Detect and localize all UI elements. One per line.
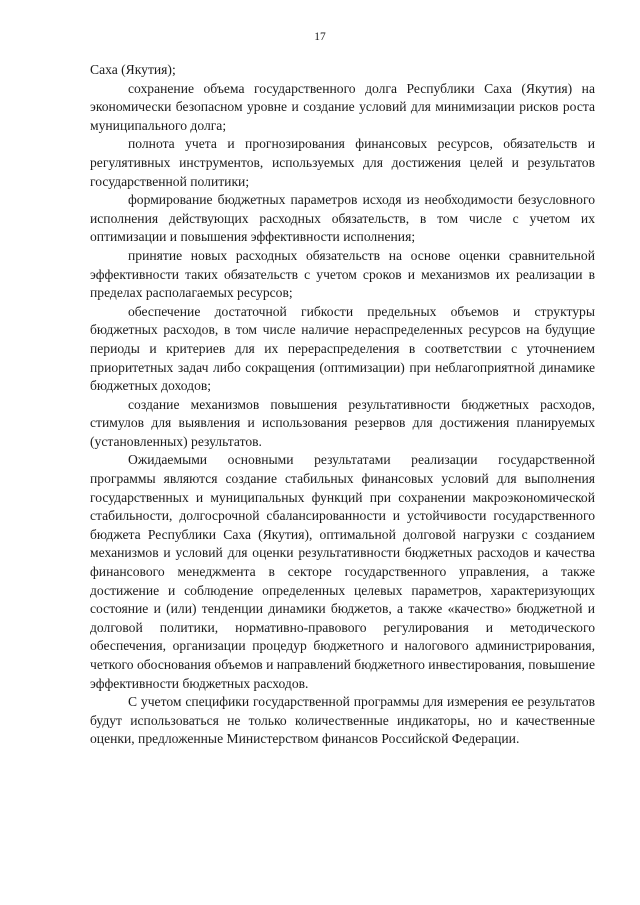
paragraph-new-obligations: принятие новых расходных обязательств на основе оценки сравнительной эффективности таких обязательств с учетом сроков и механизмов их реализации в пределах располагаемых ресурсов; [90, 247, 595, 301]
paragraph-budget-parameters: формирование бюджетных параметров исходя из необходимости безусловного исполнения действующих расходных обязательств, в том числе с учетом их оптимизации и повышения эффективности исполнения; [90, 192, 595, 245]
paragraph-flexibility: обеспечение достаточной гибкости предельных объемов и структуры бюджетных расходов, в том числе наличие нераспределенных ресурсов на будущие периоды и критериев для их перераспределения в соответствии с уточнением приоритетных задач либо сокращения (оптимизации) при неблагоприятной динамике бюджетных доходов; [90, 303, 595, 394]
paragraph-debt-preservation: сохранение объема государственного долга Республики Саха (Якутия) на экономически безопасном уровне и создание условий для минимизации рисков роста муниципального долга; [90, 80, 595, 133]
paragraph-continuation: Саха (Якутия); [90, 62, 176, 77]
paragraph-expected-results: Ожидаемыми основными результатами реализации государственной программы являются создание стабильных финансовых условий для выполнения государственных и муниципальных функций при сохранении макроэкономической стабильности, долгосрочной сбалансированности и устойчивости государственного бюджета Республики Саха (Якутия), оптимальной долговой нагрузки с созданием механизмов и условий для оценки результативности бюджетных расходов и качества финансового менеджмента в секторе государственного управления, а также достижение и соблюдение определенных целевых параметров, характеризующих состояние и (или) тенденции динамики бюджетов, а также «качество» бюджетной и долговой политики, нормативно-правового регулирования и методического обеспечения, организации процедур бюджетного и налогового администрирования, четкого обоснования объемов и направлений бюджетного инвестирования, повышение эффективности бюджетных расходов. [90, 452, 595, 691]
paragraph-resource-accounting: полнота учета и прогнозирования финансовых ресурсов, обязательств и регулятивных инструментов, используемых для достижения целей и результатов государственной политики; [90, 136, 595, 189]
document-body [90, 61, 595, 749]
page-number: 17 [314, 31, 326, 43]
paragraph-mechanisms: создание механизмов повышения результативности бюджетных расходов, стимулов для выявления и использования резервов для достижения планируемых (установленных) результатов. [90, 396, 595, 449]
paragraph-measurement: С учетом специфики государственной программы для измерения ее результатов будут использоваться не только количественные индикаторы, но и качественные оценки, предложенные Министерством финансов Российской Федерации. [90, 694, 595, 747]
